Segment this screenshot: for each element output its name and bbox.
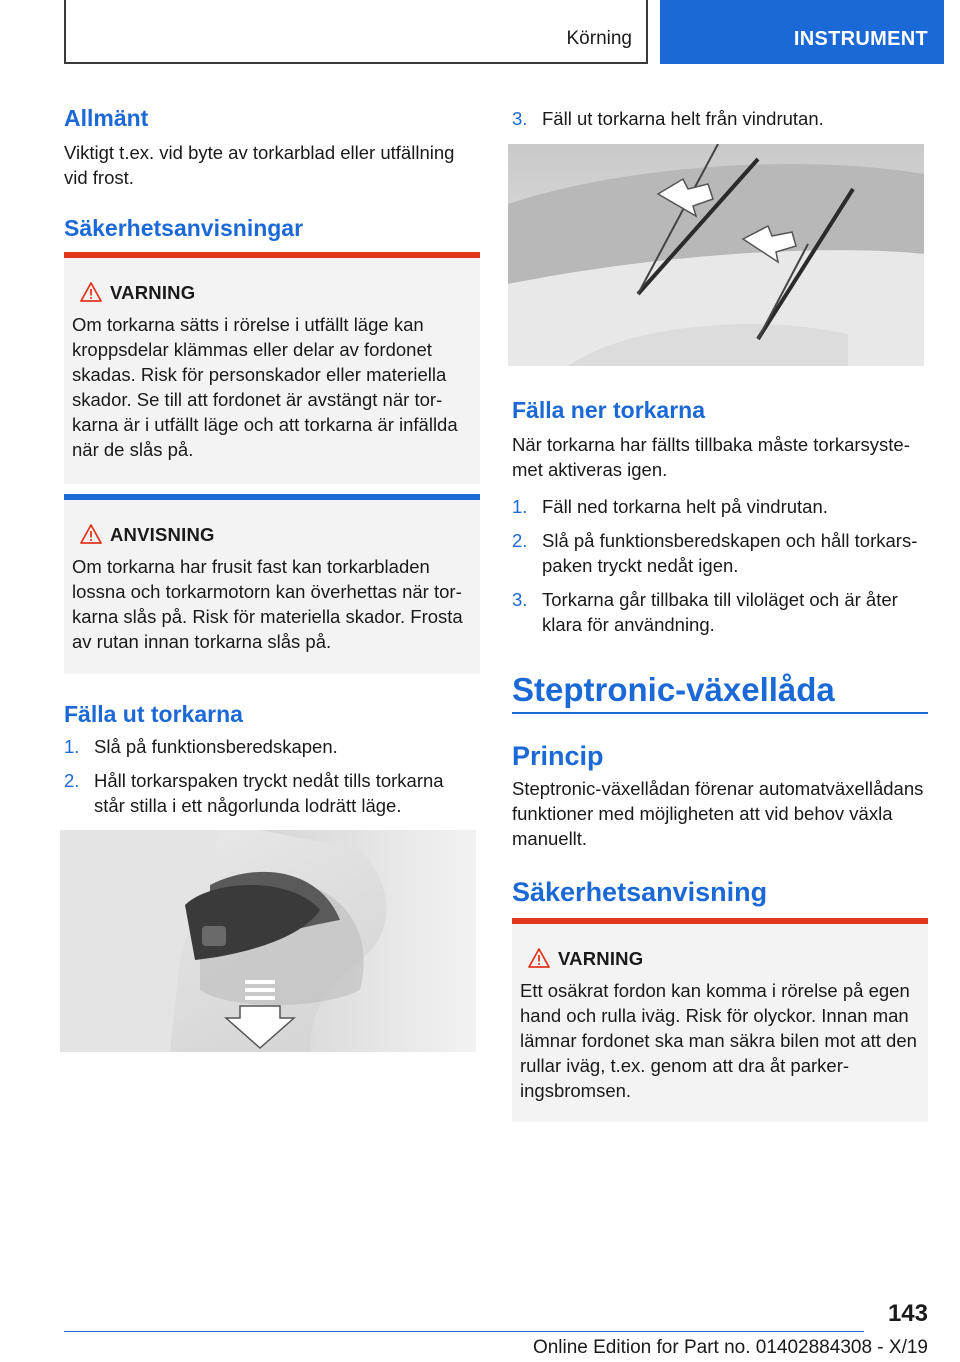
notice-box-1 [64,494,480,674]
notice-title: ANVISNING [110,524,215,545]
footer-edition: Online Edition for Part no. 01402884308 - X/19 [532,1337,928,1358]
list-item: 3. Torkarna går tillbaka till viloläget och är åter klara för användning. [512,589,898,635]
section-tab-label: Körning [566,28,632,49]
warning-triangle-icon [80,524,102,544]
list-item: 3. Fäll ut torkarna helt från vindrutan. [512,108,824,129]
list-item: 2. Slå på funktionsberedskapen och håll torkarspaken tryckt nedåt igen. [512,530,918,576]
wiper-lever-illustration [60,830,476,1052]
fold-down-steps [512,494,928,646]
allmant-heading: Allmänt [64,105,149,131]
notice-text: Om torkarna har frusit fast kan torkarbladen lossna och torkarmotorn kan överhettas när torkarna slås på. Risk för materiella skador. Frosta av rutan innan torkarna slås på. [72,556,463,652]
warning-box-2 [512,918,928,1122]
windshield-wipers-illustration [508,144,924,366]
fold-down-heading: Fälla ner torkarna [512,397,706,423]
safety-heading-right: Säkerhetsanvisning [512,877,768,907]
header-chapter-tab [660,0,944,64]
chapter-tab-label: INSTRUMENT [793,28,928,50]
warning-triangle-icon [80,282,102,302]
fold-out-heading: Fälla ut torkarna [64,701,243,727]
step-3-list [512,106,928,140]
steptronic-heading: Steptronic-växellåda [512,671,835,708]
list-item: 1. Slå på funktionsberedskapen. [64,736,338,757]
page-number: 143 [887,1300,928,1327]
list-item: 1. Fäll ned torkarna helt på vindrutan. [512,496,828,517]
safety-heading-left: Säkerhetsanvisningar [64,215,304,241]
warning-box-1 [64,252,480,484]
fold-down-text: När torkarna har fällts tillbaka måste torkarsystemet aktiveras igen. [512,434,910,480]
warning-text: Ett osäkrat fordon kan komma i rörelse på egen hand och rulla iväg. Risk för olyckor. Innan man lämnar fordonet ska man säkra bilen mot att den rullar iväg, t.ex. genom att dra åt parkeringsbromsen. [520,980,917,1101]
heading-rule [512,712,928,714]
list-item: 2. Håll torkarspaken tryckt nedåt tills torkarna står stilla i ett någorlunda lodrätt läge. [64,770,444,816]
header-section-tab [64,0,648,64]
princip-heading: Princip [512,741,604,771]
footer-rule [64,1331,864,1332]
warning-title: VARNING [558,948,644,969]
warning-title: VARNING [110,282,196,303]
fold-out-steps [64,734,464,827]
warning-triangle-icon [528,948,550,968]
warning-bar [64,252,480,258]
princip-text: Steptronic-växellådan förenar automatväxellådans funktioner med möjligheten att vid behov växla manuellt. [512,778,924,849]
warning-bar [512,918,928,924]
notice-bar [64,494,480,500]
warning-text: Om torkarna sätts i rörelse i utfällt läge kan kroppsdelar klämmas eller delar av fordonet skadas. Risk för personskador eller materiella skador. Se till att fordonet är avstängt när torkarna är i utfällt läge och att torkarna är infällda när de slås på. [72,314,458,460]
allmant-text: Viktigt t.ex. vid byte av torkarblad eller utfällning vid frost. [64,142,455,188]
